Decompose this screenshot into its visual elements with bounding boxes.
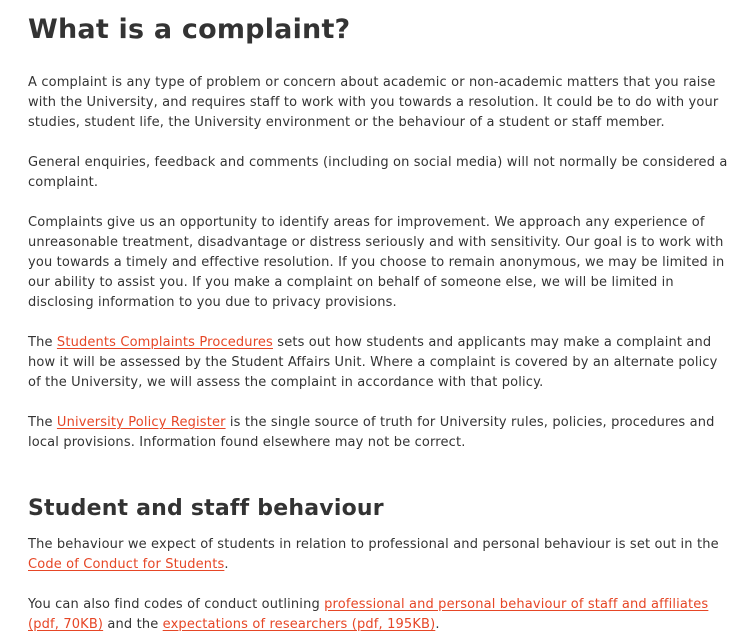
text-segment: . <box>224 557 229 572</box>
section-heading-behaviour: Student and staff behaviour <box>28 496 384 521</box>
main-content <box>28 10 733 635</box>
general-enquiries-paragraph: General enquiries, feedback and comments (including on social media) will not normally be considered a complaint. <box>28 155 728 190</box>
text-segment: The <box>28 335 57 350</box>
code-of-conduct-link[interactable]: Code of Conduct for Students <box>28 557 225 572</box>
policy-register-paragraph <box>28 413 733 453</box>
page-title: What is a complaint? <box>28 14 351 45</box>
text-segment: sets out how students and applicants may make a complaint and how it will be assessed by the Student Affairs Unit. Where a complaint is covered by an alternate policy of the University, we will assess the complaint in accordance with that policy. <box>28 335 718 390</box>
improvement-paragraph: Complaints give us an opportunity to identify areas for improvement. We approach any experience of unreasonable treatment, disadvantage or distress seriously and with sensitivity. Our goal is to work with you towards a timely and effective resolution. If you choose to remain anonymous, we may be limited in our ability to assist you. If you make a complaint on behalf of someone else, we will be limited in disclosing information to you due to privacy provisions. <box>28 215 725 310</box>
codes-of-conduct-paragraph <box>28 595 733 635</box>
text-segment: You can also find codes of conduct outlining <box>28 597 325 612</box>
text-segment: The <box>28 415 57 430</box>
researchers-expectations-pdf-link[interactable]: expectations of researchers (pdf, 195KB) <box>162 617 436 632</box>
text-segment: is the single source of truth for University rules, policies, procedures and local provisions. Information found elsewhere may not be correct. <box>28 415 715 450</box>
university-policy-register-link[interactable]: University Policy Register <box>56 415 226 430</box>
code-of-conduct-paragraph <box>28 535 733 575</box>
complaints-procedures-paragraph <box>28 333 733 393</box>
staff-behaviour-pdf-link[interactable]: professional and personal behaviour of staff and affiliates (pdf, 70KB) <box>28 597 709 632</box>
complaint-definition-paragraph: A complaint is any type of problem or concern about academic or non-academic matters that you raise with the University, and requires staff to work with you towards a resolution. It could be to do with your studies, student life, the University environment or the behaviour of a student or staff member. <box>28 75 719 130</box>
text-segment: . <box>435 617 440 632</box>
students-complaints-procedures-link[interactable]: Students Complaints Procedures <box>56 335 273 350</box>
text-segment: The behaviour we expect of students in relation to professional and personal behaviour is set out in the <box>28 537 719 552</box>
text-segment: and the <box>103 617 163 632</box>
